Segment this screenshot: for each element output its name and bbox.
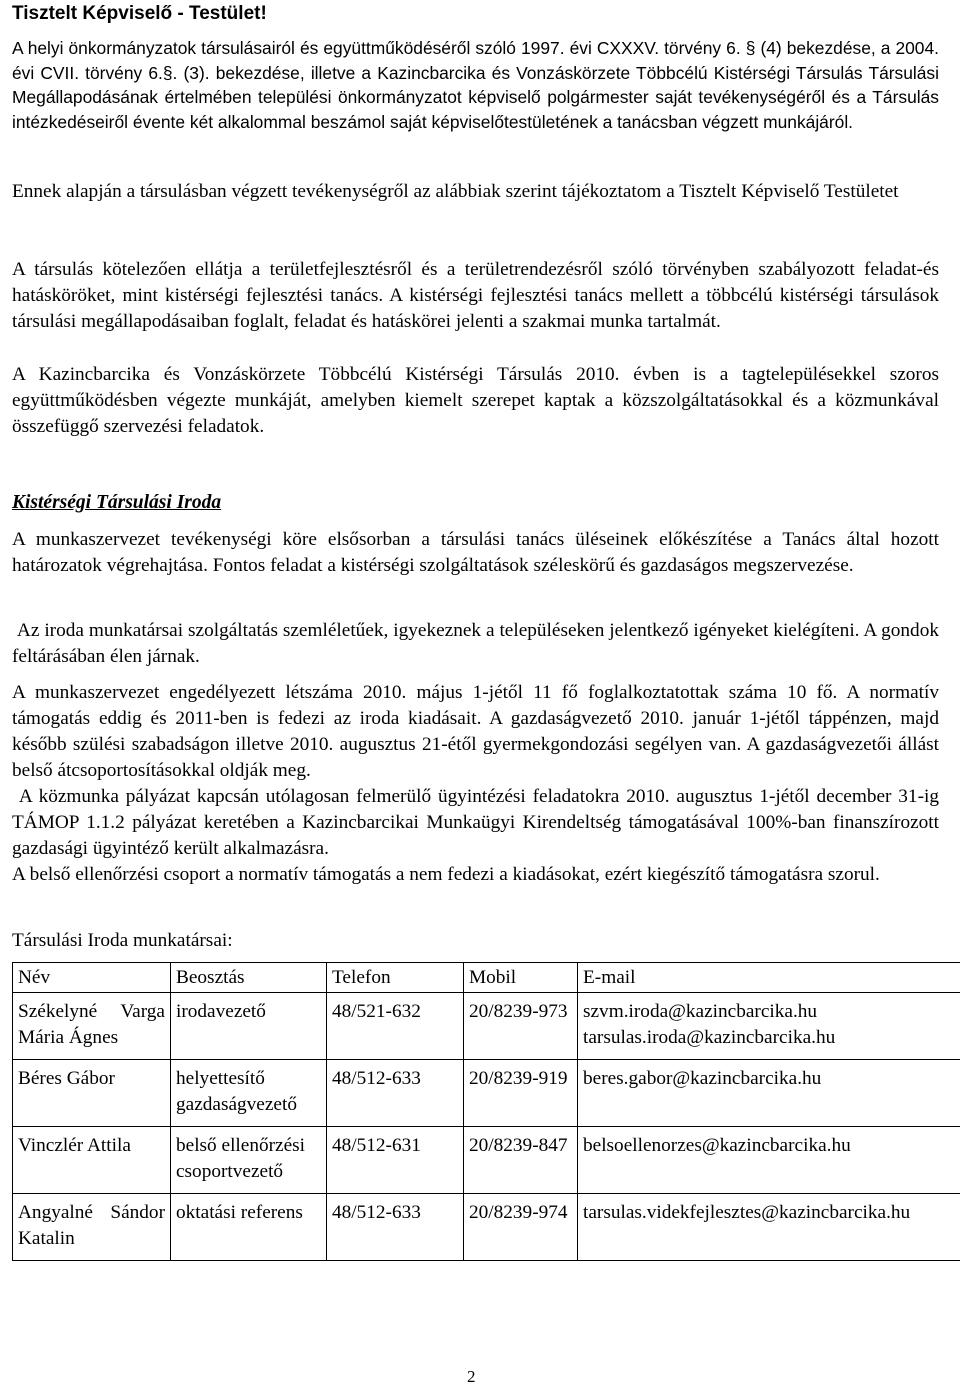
office-paragraph-3: A munkaszervezet engedélyezett létszáma 2010. május 1-jétől 11 fő foglalkoztatottak száma 10 fő. A normatív támogatás eddig és 2011-ben is fedezi az iroda kiadásait. A gazdaságvezető 2010. január 1-jétől táppénzen, majd később szülési szabadságon illetve 2010. augusztus 21-étől gyermekgondozási segélyen van. A gazdaságvezetői állást belső átcsoportosításokkal oldják meg.	[12, 680, 939, 784]
staff-heading: Társulási Iroda munkatársai:	[12, 928, 939, 954]
office-paragraph-4: A közmunka pályázat kapcsán utólagosan felmerülő ügyintézési feladatokra 2010. augusztus 1-jétől december 31-ig TÁMOP 1.1.2 pályázat keretében a Kazincbarcikai Munkaügyi Kirendeltség támogatásával 100%-ban finanszírozott gazdasági ügyintéző került alkalmazásra.	[12, 784, 939, 862]
cell-mobile: 20/8239-973	[464, 993, 578, 1060]
cell-role: irodavezető	[171, 993, 327, 1060]
cooperation-paragraph: A Kazincbarcika és Vonzáskörzete Többcélú Kistérségi Társulás 2010. évben is a tagtelepülésekkel szoros együttműködésben végezte munkáját, amelyben kiemelt szerepet kaptak a közszolgáltatásokkal és a közmunkával összefüggő szervezési feladatok.	[12, 362, 939, 439]
cell-mobile: 20/8239-974	[464, 1194, 578, 1261]
intro-paragraph: A helyi önkormányzatok társulásairól és együttműködéséről szóló 1997. évi CXXXV. törvény 6. § (4) bekezdése, a 2004. évi CVII. törvény 6.§. (3). bekezdése, illetve a Kazincbarcika és Vonzáskörzete Többcélú Kistérségi Társulás Társulási Megállapodásának értelmében települési önkormányzatot képviselő polgármester saját tevékenységéről és a Társulás intézkedéseiről évente két alkalommal beszámol saját képviselőtestületének a tanácsban végzett munkájáról.	[12, 36, 939, 134]
staff-table	[12, 962, 960, 1261]
cell-email: beres.gabor@kazincbarcika.hu	[578, 1060, 960, 1127]
cell-email: belsoellenorzes@kazincbarcika.hu	[578, 1127, 960, 1194]
cell-name: Székelyné Varga Mária Ágnes	[13, 993, 171, 1060]
table-header-row	[13, 963, 960, 993]
table-row	[13, 1060, 960, 1127]
cell-phone: 48/512-631	[327, 1127, 464, 1194]
cell-email: szvm.iroda@kazincbarcika.hu tarsulas.iroda@kazincbarcika.hu	[578, 993, 960, 1060]
cell-role: helyettesítő gazdaságvezető	[171, 1060, 327, 1127]
header-mobile: Mobil	[464, 963, 578, 993]
section-title: Kistérségi Társulási Iroda	[12, 490, 939, 516]
header-phone: Telefon	[327, 963, 464, 993]
cell-name: Angyalné Sándor Katalin	[13, 1194, 171, 1261]
page-number: 2	[467, 1367, 476, 1387]
cell-role: belső ellenőrzési csoportvezető	[171, 1127, 327, 1194]
greeting-heading: Tisztelt Képviselő - Testület!	[12, 3, 267, 25]
duties-paragraph: A társulás kötelezően ellátja a területfejlesztésről és a területrendezésről szóló törvényben szabályozott feladat-és hatásköröket, mint kistérségi fejlesztési tanács. A kistérségi fejlesztési tanács mellett a többcélú kistérségi társulások társulási megállapodásaiban foglalt, feladat és hatáskörei jelenti a szakmai munka tartalmát.	[12, 257, 939, 334]
cell-phone: 48/521-632	[327, 993, 464, 1060]
cell-phone: 48/512-633	[327, 1060, 464, 1127]
cell-email: tarsulas.videkfejlesztes@kazincbarcika.hu	[578, 1194, 960, 1261]
cell-name: Vinczlér Attila	[13, 1127, 171, 1194]
table-row	[13, 1194, 960, 1261]
table-row	[13, 993, 960, 1060]
header-role: Beosztás	[171, 963, 327, 993]
cell-role: oktatási referens	[171, 1194, 327, 1261]
header-email: E-mail	[578, 963, 960, 993]
header-name: Név	[13, 963, 171, 993]
basis-paragraph: Ennek alapján a társulásban végzett tevékenységről az alábbiak szerint tájékoztatom a Tisztelt Képviselő Testületet	[12, 179, 939, 205]
cell-mobile: 20/8239-919	[464, 1060, 578, 1127]
cell-name: Béres Gábor	[13, 1060, 171, 1127]
table-row	[13, 1127, 960, 1194]
cell-phone: 48/512-633	[327, 1194, 464, 1261]
office-paragraph-5: A belső ellenőrzési csoport a normatív támogatás a nem fedezi a kiadásokat, ezért kiegészítő támogatásra szorul.	[12, 862, 939, 888]
office-paragraph-1: A munkaszervezet tevékenységi köre elsősorban a társulási tanács üléseinek előkészítése a Tanács által hozott határozatok végrehajtása. Fontos feladat a kistérségi szolgáltatások széleskörű és gazdaságos megszervezése.	[12, 527, 939, 579]
office-paragraph-2: Az iroda munkatársai szolgáltatás szemléletűek, igyekeznek a településeken jelentkező igényeket kielégíteni. A gondok feltárásában élen járnak.	[12, 618, 939, 670]
cell-mobile: 20/8239-847	[464, 1127, 578, 1194]
